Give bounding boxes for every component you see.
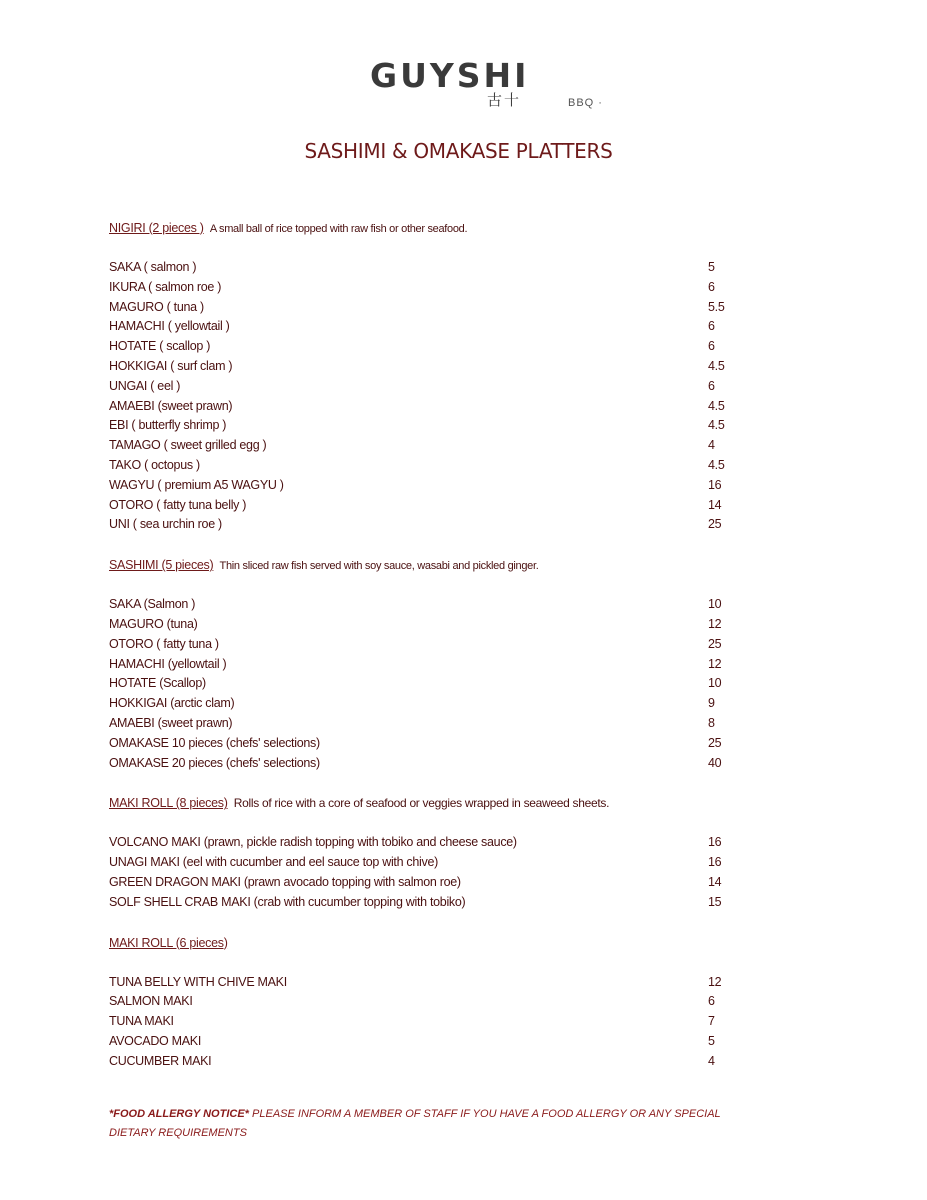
menu-item-name: HOKKIGAI ( surf clam ) xyxy=(109,358,233,373)
menu-item-price: 4 xyxy=(708,438,715,453)
section-items-nigiri xyxy=(109,258,749,535)
menu-item-name: TAKO ( octopus ) xyxy=(109,457,200,472)
menu-item-name: MAGURO (tuna) xyxy=(109,616,198,631)
menu-item-name: OMAKASE 10 pieces (chefs' selections) xyxy=(109,735,320,750)
menu-item xyxy=(109,456,749,476)
menu-item-price: 4.5 xyxy=(708,457,725,472)
menu-item xyxy=(109,655,749,675)
menu-item xyxy=(109,436,749,456)
menu-item-name: WAGYU ( premium A5 WAGYU ) xyxy=(109,477,284,492)
menu-item-price: 4.5 xyxy=(708,418,725,433)
menu-item-name: IKURA ( salmon roe ) xyxy=(109,279,222,294)
page-title: SASHIMI & OMAKASE PLATTERS xyxy=(304,139,613,163)
menu-item xyxy=(109,893,749,913)
menu-item-price: 12 xyxy=(708,974,722,989)
menu-item-price: 4.5 xyxy=(708,398,725,413)
menu-item-name: OTORO ( fatty tuna belly ) xyxy=(109,497,247,512)
menu-item-price: 6 xyxy=(708,339,715,354)
menu-item-price: 6 xyxy=(708,319,715,334)
section-label: MAKI ROLL (6 pieces) xyxy=(109,935,228,950)
menu-item-name: HOTATE (Scallop) xyxy=(109,676,206,691)
menu-item-name: AVOCADO MAKI xyxy=(109,1033,202,1048)
menu-list xyxy=(109,218,749,1072)
menu-item-price: 10 xyxy=(708,676,722,691)
allergy-notice xyxy=(109,1105,769,1143)
menu-item-name: EBI ( butterfly shrimp ) xyxy=(109,418,227,433)
menu-item xyxy=(109,734,749,754)
menu-item-name: TUNA BELLY WITH CHIVE MAKI xyxy=(109,974,287,989)
menu-item-price: 16 xyxy=(708,835,722,850)
menu-item-price: 25 xyxy=(708,517,722,532)
menu-item-name: TUNA MAKI xyxy=(109,1014,174,1029)
menu-item-name: HOTATE ( scallop ) xyxy=(109,339,211,354)
section-items-maki6 xyxy=(109,973,749,1072)
menu-item xyxy=(109,694,749,714)
menu-item-price: 4 xyxy=(708,1053,715,1068)
menu-item-name: SALMON MAKI xyxy=(109,994,193,1009)
logo-wordmark: GUYSHI xyxy=(370,56,530,95)
menu-item-name: AMAEBI (sweet prawn) xyxy=(109,398,233,413)
menu-item-name: SOLF SHELL CRAB MAKI (crab with cucumber topping with tobiko) xyxy=(109,894,466,909)
menu-item xyxy=(109,337,749,357)
menu-item-price: 40 xyxy=(708,755,722,770)
menu-item-name: SAKA ( salmon ) xyxy=(109,260,197,274)
menu-item xyxy=(109,416,749,436)
menu-item xyxy=(109,873,749,893)
section-heading-nigiri xyxy=(109,218,749,238)
menu-item xyxy=(109,377,749,397)
menu-item xyxy=(109,635,749,655)
menu-item-name: HOKKIGAI (arctic clam) xyxy=(109,696,235,711)
allergy-notice-text: PLEASE INFORM A MEMBER OF STAFF IF YOU HAVE A FOOD ALLERGY OR ANY SPECIAL DIETARY REQUIREMENTS xyxy=(109,1108,721,1139)
logo-tagline: BBQ · xyxy=(568,97,603,109)
section-items-sashimi xyxy=(109,595,749,773)
menu-item-price: 15 xyxy=(708,894,722,909)
menu-item xyxy=(109,714,749,734)
menu-item-price: 16 xyxy=(708,477,722,492)
menu-item xyxy=(109,853,749,873)
menu-item xyxy=(109,833,749,853)
menu-item-name: VOLCANO MAKI (prawn, pickle radish topping with tobiko and cheese sauce) xyxy=(109,835,517,850)
menu-item-price: 25 xyxy=(708,735,722,750)
menu-item xyxy=(109,1032,749,1052)
menu-item xyxy=(109,595,749,615)
menu-item-price: 5.5 xyxy=(708,299,725,314)
section-heading-maki8 xyxy=(109,793,749,813)
menu-item xyxy=(109,1012,749,1032)
menu-item xyxy=(109,615,749,635)
logo-cjk-text: 古十 xyxy=(487,92,522,109)
menu-item xyxy=(109,357,749,377)
menu-item-price: 10 xyxy=(708,597,722,612)
menu-item-name: CUCUMBER MAKI xyxy=(109,1053,212,1068)
menu-item-price: 9 xyxy=(708,696,715,711)
menu-item-name: MAGURO ( tuna ) xyxy=(109,299,204,314)
menu-item-price: 14 xyxy=(708,497,722,512)
menu-item xyxy=(109,754,749,774)
menu-item-name: HAMACHI (yellowtail ) xyxy=(109,656,227,671)
menu-item-price: 16 xyxy=(708,855,722,870)
menu-item xyxy=(109,973,749,993)
menu-item-price: 4.5 xyxy=(708,358,725,373)
menu-item-name: GREEN DRAGON MAKI (prawn avocado topping with salmon roe) xyxy=(109,874,461,889)
menu-item xyxy=(109,992,749,1012)
menu-item xyxy=(109,298,749,318)
menu-item-name: UNAGI MAKI (eel with cucumber and eel sauce top with chive) xyxy=(109,855,438,870)
menu-item-price: 5 xyxy=(708,1033,715,1048)
menu-item xyxy=(109,1052,749,1072)
section-heading-sashimi xyxy=(109,555,749,575)
section-label: SASHIMI (5 pieces) xyxy=(109,558,214,573)
menu-item xyxy=(109,496,749,516)
menu-item-name: SAKA (Salmon ) xyxy=(109,597,196,612)
menu-item-name: UNGAI ( eel ) xyxy=(109,378,181,393)
menu-item-price: 6 xyxy=(708,994,715,1009)
menu-item-name: OMAKASE 20 pieces (chefs' selections) xyxy=(109,755,320,770)
menu-item-name: HAMACHI ( yellowtail ) xyxy=(109,319,230,334)
section-label: NIGIRI (2 pieces ) xyxy=(109,221,204,235)
section-description: A small ball of rice topped with raw fish or other seafood. xyxy=(209,223,468,235)
menu-item xyxy=(109,476,749,496)
menu-item-price: 12 xyxy=(708,656,722,671)
menu-item xyxy=(109,258,749,278)
menu-item-price: 14 xyxy=(708,874,722,889)
section-items-maki8 xyxy=(109,833,749,912)
menu-item-name: OTORO ( fatty tuna ) xyxy=(109,636,219,651)
menu-item-price: 5 xyxy=(708,260,715,274)
section-description: Thin sliced raw fish served with soy sauce, wasabi and pickled ginger. xyxy=(219,560,539,573)
menu-item-price: 25 xyxy=(708,636,722,651)
menu-item-name: AMAEBI (sweet prawn) xyxy=(109,715,233,730)
menu-item-price: 12 xyxy=(708,616,722,631)
menu-item-name: TAMAGO ( sweet grilled egg ) xyxy=(109,438,267,453)
menu-item xyxy=(109,674,749,694)
menu-item xyxy=(109,278,749,298)
section-heading-maki6 xyxy=(109,933,749,953)
menu-item xyxy=(109,515,749,535)
allergy-notice-label: *FOOD ALLERGY NOTICE* xyxy=(109,1108,249,1120)
section-description: Rolls of rice with a core of seafood or veggies wrapped in seaweed sheets. xyxy=(233,796,610,811)
menu-item-price: 6 xyxy=(708,279,715,294)
menu-item xyxy=(109,317,749,337)
menu-item-price: 7 xyxy=(708,1014,715,1029)
menu-item-price: 8 xyxy=(708,715,715,730)
menu-item-price: 6 xyxy=(708,378,715,393)
section-label: MAKI ROLL (8 pieces) xyxy=(109,796,228,811)
menu-item-name: UNI ( sea urchin roe ) xyxy=(109,517,222,532)
menu-item xyxy=(109,397,749,417)
